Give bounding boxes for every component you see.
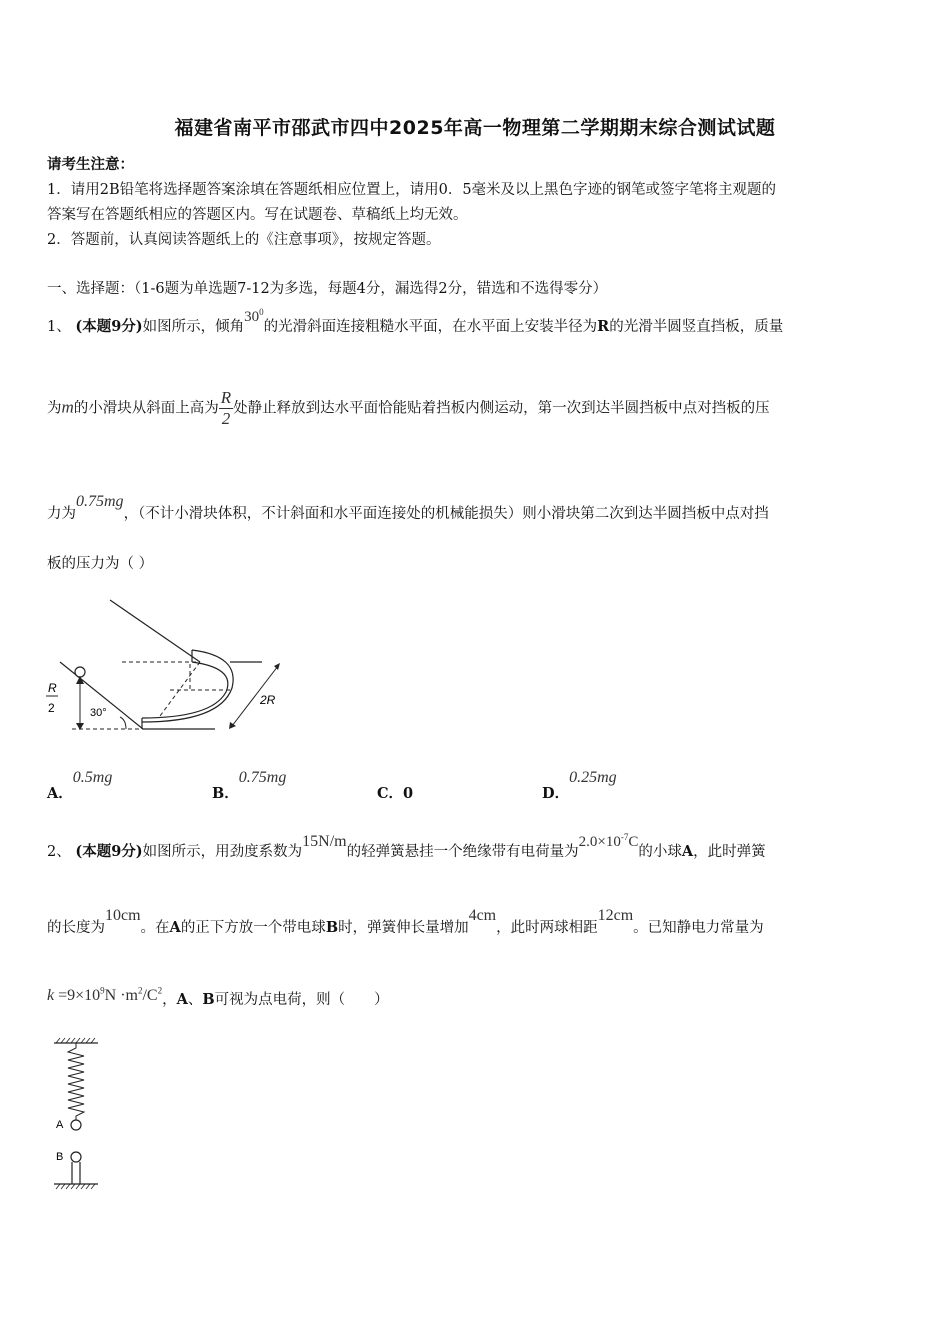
q2-ball-b: B [325, 919, 339, 936]
q1-text: 为 [47, 400, 62, 417]
q1-angle: $30^0$ [244, 307, 264, 325]
notice-line1a: 1．请用2B铅笔将选择题答案涂填在答题纸相应位置上，请用0．5毫米及以上黑色字迹的钢笔或签字笔将主观题的 [47, 182, 777, 198]
q2-text: 的小球 [638, 844, 682, 860]
q2-ball-b: B [202, 991, 215, 1008]
q2-score: (本题9分) [75, 843, 143, 860]
q2-text: 。在 [140, 920, 170, 936]
q1-mass-symbol: m [61, 397, 74, 417]
q2-text: ，此时弹簧 [693, 844, 766, 860]
arrow-head-icon [229, 722, 236, 729]
q1-line3 [47, 493, 769, 523]
q1-text: 的光滑半圆竖直挡板，质量 [609, 319, 784, 335]
q2-figure [48, 1034, 108, 1194]
option-letter: C． [377, 785, 404, 802]
ball-b-icon [71, 1152, 81, 1162]
option-value: 0.75mg [238, 769, 287, 786]
label-2: 2 [48, 701, 55, 715]
dashed-diagonal [160, 662, 200, 716]
q1-first-force: 0.75mg [76, 493, 124, 510]
q2-coulomb-constant: $k =9\times 10^9N \cdot m^2/C^2$ [47, 985, 163, 1004]
q1-text: 的光滑斜面连接粗糙水平面，在水平面上安装半径为 [263, 319, 598, 335]
q1-text: 处静止释放到达水平面恰能贴着挡板内侧运动，第一次到达半圆挡板中点对挡板的压 [233, 400, 770, 417]
q1-line4: 板的压力为（ ） [47, 556, 154, 572]
page-title: 福建省南平市邵武市四中2025年高一物理第二学期期末综合测试试题 [174, 117, 776, 139]
q1-line2 [47, 388, 770, 429]
q2-length: 10cm [105, 907, 141, 924]
section-heading: 一、选择题：（1-6题为单选题7-12为多选，每题4分，漏选得2分，错选和不选得零分） [47, 281, 608, 297]
arrow-head-icon [274, 663, 280, 670]
q1-text: 的小滑块从斜面上高为 [73, 400, 219, 417]
option-letter: B． [212, 785, 239, 802]
q2-text: ， [162, 992, 177, 1008]
q2-text: 。已知静电力常量为 [633, 920, 764, 936]
q1-option-d[interactable] [542, 766, 617, 802]
q2-ball-a: A [681, 843, 694, 860]
q2-text: 如图所示，用劲度系数为 [142, 844, 303, 860]
spring-icon [68, 1043, 84, 1120]
q1-number: 1、 [47, 319, 71, 335]
incoming-line [110, 600, 200, 662]
q2-text: 的长度为 [47, 920, 105, 936]
label-R: R [48, 681, 57, 695]
q1-text: ，（不计小滑块体积，不计斜面和水平面连接处的机械能损失）则小滑块第二次到达半圆挡板中点对挡 [123, 506, 769, 522]
notice-heading: 请考生注意： [47, 156, 134, 173]
q1-score: (本题9分) [75, 318, 143, 335]
q1-option-c[interactable] [377, 782, 413, 803]
ball-icon [75, 667, 85, 677]
option-value: 0.25mg [569, 769, 617, 786]
q2-number: 2、 [47, 844, 71, 860]
q2-text: 、 [187, 992, 203, 1008]
q2-text: 时，弹簧伸长量增加 [338, 920, 469, 936]
barrier-outer [142, 650, 233, 722]
ceiling-hatch [56, 1038, 95, 1043]
label-B: B [56, 1151, 64, 1163]
q2-line2 [47, 907, 764, 937]
label-A: A [56, 1119, 64, 1131]
q1-figure [40, 592, 300, 742]
q1-line1 [47, 307, 784, 336]
angle-arc [120, 717, 126, 729]
q1-height-fraction: $\frac{R}{2}$ [220, 388, 232, 428]
q2-charge: $2.0\times 10^{-7}C$ [578, 832, 639, 850]
q2-extension: 4cm [468, 907, 497, 924]
label-angle: 30° [90, 707, 107, 719]
q1-radius-symbol: R [597, 318, 610, 335]
label-2R: 2R [260, 693, 276, 707]
q2-spring-constant: 15N/m [302, 833, 347, 850]
ball-a-icon [71, 1120, 81, 1130]
q1-text: 如图所示，倾角 [142, 319, 245, 335]
q1-option-b[interactable] [212, 766, 287, 802]
notice-line1b: 答案写在答题纸相应的答题区内。写在试题卷、草稿纸上均无效。 [47, 207, 468, 223]
q2-text: 可视为点电荷，则（ ） [214, 992, 389, 1008]
q2-ball-a: A [176, 991, 188, 1008]
q2-text: 的正下方放一个带电球 [180, 920, 326, 936]
notice-line2: 2．答题前，认真阅读答题纸上的《注意事项》，按规定答题。 [47, 232, 441, 248]
q2-distance: 12cm [597, 907, 634, 924]
q2-line3 [47, 985, 389, 1009]
q2-text: 的轻弹簧悬挂一个绝缘带有电荷量为 [346, 844, 579, 860]
q2-ball-a: A [169, 919, 181, 936]
q2-text: ，此时两球相距 [496, 920, 598, 936]
option-value: 0.5mg [72, 769, 113, 786]
floor-hatch [56, 1184, 95, 1189]
option-letter: A． [47, 785, 73, 802]
option-value: 0 [403, 785, 414, 802]
q1-option-a[interactable] [47, 766, 113, 802]
q1-text: 力为 [47, 506, 76, 522]
q2-line1 [47, 832, 766, 861]
option-letter: D． [542, 785, 570, 802]
